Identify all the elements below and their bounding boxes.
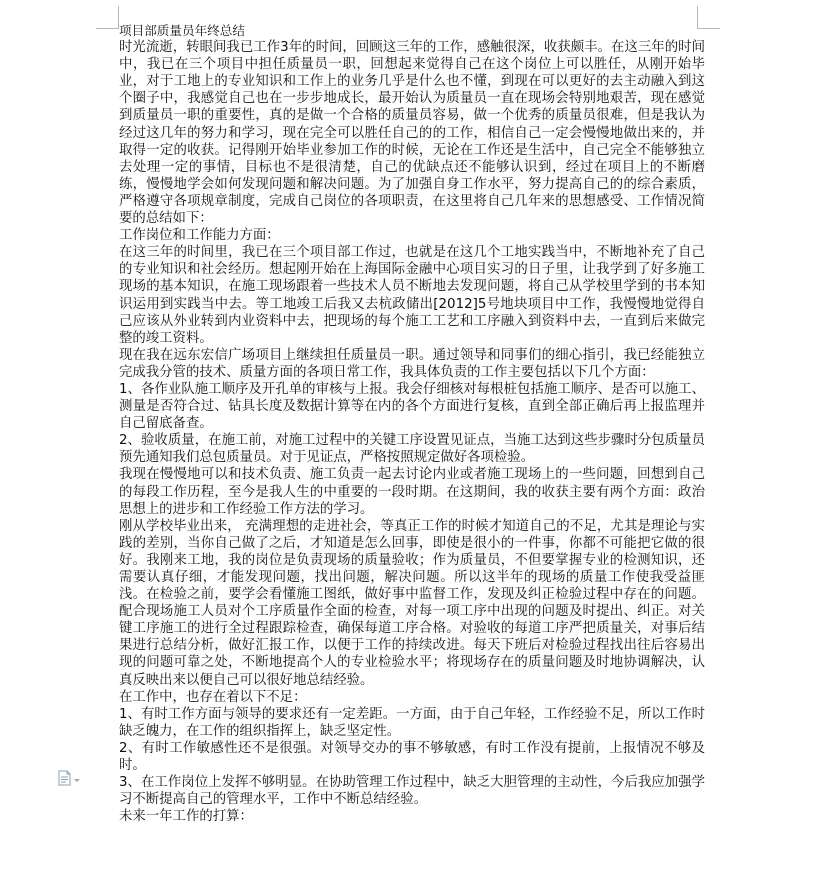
top-left-crop-mark (96, 6, 119, 29)
paragraph: 在这三年的时间里，我已在三个项目部工作过，也就是在这几个工地实践当中，不断地补充了自己的专业知识和社会经历。想起刚开始在上海国际金融中心项目实习的日子里，让我学到了好多施工现场的基本知识，在施工现场跟着一些技术人员不断地去发现问题，将自己从学校里学到的书本知识运用到实践当中去。等工地竣工后我又去杭政储出[2012]5号地块项目中工作，我慢慢地觉得自己应该从外业转到内业资料中去，把现场的每个施工工艺和工序融入到资料中去，一直到后来做完整的竣工资料。 (119, 245, 705, 346)
list-item: 3、在工作岗位上发挥不够明显。在协助管理工作过程中，缺乏大胆管理的主动性，今后我应加强学习不断提高自己的管理水平，工作中不断总结经验。 (119, 775, 705, 808)
section-heading: 工作岗位和工作能力方面： (119, 228, 280, 244)
section-heading: 在工作中，也存在着以下不足： (119, 689, 307, 705)
paragraph: 时光流逝，转眼间我已工作3年的时间，回顾这三年的工作，感触很深，收获颇丰。在这三年的时间中，我已在三个项目中担任质量员一职，回想起来觉得自己在这个岗位上可以胜任，从刚开始毕业，对于工地上的专业知识和工作上的业务几乎是什么也不懂，到现在可以更好的去主动融入到这个圈子中，我感觉自己也在一步步地成长，最开始认为质量员一直在现场会特别地艰苦，现在感觉到质量员一职的重要性，真的是做一个合格的质量员容易，做一个优秀的质量员很难，但是我认为经过这几年的努力和学习，现在完全可以胜任自己的的工作，相信自己一定会慢慢地做出来的，并取得一定的收获。记得刚开始毕业参加工作的时候，无论在工作还是生活中，自己完全不能够独立去处理一定的事情，目标也不是很清楚，自己的优缺点还不能够认识到，经过在项目上的不断磨练，慢慢地学会如何发现问题和解决问题。为了加强自身工作水平，努力提高自己的的综合素质，严格遵守各项规章制度，完成自己岗位的各项职责，在这里将自己几年来的思想感受、工作情况简要的总结如下： (119, 40, 705, 227)
list-item: 2、有时工作敏感性还不是很强。对领导交办的事不够敏感，有时工作没有提前，上报情况不够及时。 (119, 740, 705, 774)
list-item: 2、验收质量，在施工前，对施工过程中的关键工序设置见证点，当施工达到这些步骤时分包质量员预先通知我们总包质量员。对于见证点，严格按照规定做好各项检验。 (119, 433, 705, 466)
document-icon[interactable] (57, 770, 81, 786)
document-body[interactable] (119, 22, 705, 825)
section-heading: 未来一年工作的打算： (119, 809, 253, 825)
paragraph: 刚从学校毕业出来， 充满理想的走进社会，等真正工作的时候才知道自己的不足，尤其是理论与实践的差别，当你自己做了之后，才知道是怎么回事，即使是很小的一件事，你都不可能把它做的很好。我刚来工地，我的岗位是负责现场的质量验收；作为质量员，不但要掌握专业的检测知识，还需要认真仔细，才能发现问题，找出问题，解决问题。所以这半年的现场的质量工作使我受益匪浅。在检验之前，要学会看懂施工图纸，做好事中监督工作，发现及纠正检验过程中存在的问题。配合现场施工人员对个工序质量作全面的检查，对每一项工序中出现的问题及时提出、纠正。对关键工序施工的进行全过程跟踪检查，确保每道工序合格。对验收的每道工序严把质量关，对事后结果进行总结分析，做好汇报工作，以便于工作的持续改进。每天下班后对检验过程找出往后容易出现的问题可靠之处，不断地提高个人的专业检验水平；将现场存在的质量问题及时地协调解决，认真反映出来以便自己可以很好地总结经验。 (119, 518, 705, 688)
list-item: 1、各作业队施工顺序及开孔单的审核与上报。我会仔细核对每根桩包括施工顺序、是否可以施工、测量是否符合过、钻具长度及数据计算等在内的各个方面进行复核，直到全部正确后再上报监理并自己留底备查。 (119, 381, 705, 432)
list-item: 1、有时工作方面与领导的要求还有一定差距。一方面，由于自己年轻，工作经验不足，所以工作时缺乏魄力，在工作的组织指挥上，缺乏坚定性。 (119, 706, 705, 739)
paragraph: 我现在慢慢地可以和技术负责、施工负责一起去讨论内业或者施工现场上的一些问题，回想到自己的每段工作历程，至今是我人生的中重要的一段时期。在这期间，我的收获主要有两个方面：政治思想上的进步和工作经验工作方法的学习。 (119, 467, 705, 517)
document-title: 项目部质量员年终总结 (119, 23, 245, 38)
paragraph: 现在我在远东宏信广场项目上继续担任质量员一职。通过领导和同事们的细心指引，我已经能独立完成我分管的技术、质量方面的各项日常工作，我具体负责的工作主要包括以下几个方面： (119, 347, 705, 380)
